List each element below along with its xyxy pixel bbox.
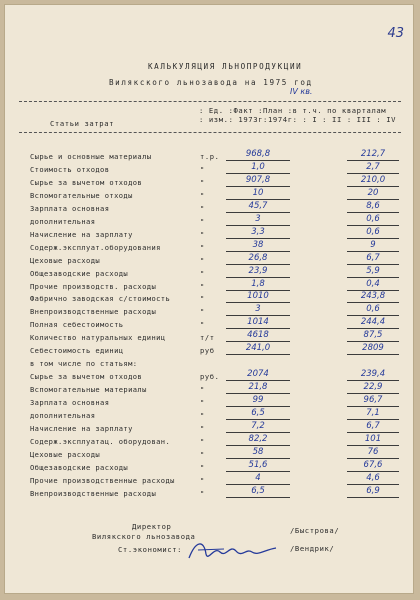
- row-unit: руб.: [200, 372, 220, 381]
- row-unit: ": [200, 476, 205, 485]
- director-label: Директор: [132, 522, 172, 531]
- row-value-q4: 96,7: [363, 395, 383, 405]
- row-value-plan: 99: [252, 395, 264, 405]
- header-bottom-rule: [19, 132, 401, 133]
- row-value-q4: 212,7: [360, 149, 386, 159]
- value-underline: [347, 264, 399, 265]
- row-value-q4: 8,6: [366, 201, 380, 211]
- row-unit: ": [200, 385, 205, 394]
- row-value-q4: 7,1: [366, 408, 380, 418]
- row-unit: ": [200, 178, 205, 187]
- row-label: Общезаводские расходы: [30, 269, 129, 278]
- row-value-q4: 239,4: [360, 369, 386, 379]
- row-unit: ": [200, 256, 205, 265]
- value-underline: [347, 315, 399, 316]
- value-underline: [226, 419, 290, 420]
- row-value-q4: 244,4: [360, 317, 386, 327]
- row-value-plan: 968,8: [245, 149, 271, 159]
- value-underline: [226, 432, 290, 433]
- value-underline: [226, 328, 290, 329]
- value-underline: [226, 160, 290, 161]
- value-underline: [347, 380, 399, 381]
- row-value-q4: 4,6: [366, 473, 380, 483]
- value-underline: [347, 302, 399, 303]
- value-underline: [226, 497, 290, 498]
- document-page: [4, 4, 414, 594]
- value-underline: [347, 173, 399, 174]
- row-unit: ": [200, 204, 205, 213]
- row-value-plan: 3: [255, 304, 261, 314]
- value-underline: [347, 328, 399, 329]
- row-label: Внепроизводственные расходы: [30, 307, 157, 316]
- value-underline: [347, 160, 399, 161]
- row-unit: т/т: [200, 333, 215, 342]
- row-label: Начисление на зарплату: [30, 230, 133, 239]
- row-unit: ": [200, 217, 205, 226]
- document-subtitle: Вилякского льнозавода на 1975 год: [109, 78, 313, 87]
- row-unit: т.р.: [200, 152, 220, 161]
- value-underline: [347, 341, 399, 342]
- row-label: Полная себестоимость: [30, 320, 124, 329]
- row-value-q4: 22,9: [363, 382, 383, 392]
- row-value-q4: 5,9: [366, 266, 380, 276]
- row-label: Фабрично заводская с/стоимость: [30, 294, 171, 303]
- row-value-plan: 38: [252, 240, 264, 250]
- value-underline: [347, 419, 399, 420]
- value-underline: [347, 354, 399, 355]
- row-unit: ": [200, 294, 205, 303]
- row-value-plan: 6,5: [251, 486, 265, 496]
- row-label: Зарплата основная: [30, 204, 110, 213]
- row-unit: ": [200, 411, 205, 420]
- value-underline: [347, 277, 399, 278]
- row-value-plan: 26,8: [248, 253, 268, 263]
- row-unit: ": [200, 165, 205, 174]
- value-underline: [347, 186, 399, 187]
- row-label: в том числе по статьям:: [30, 359, 138, 368]
- value-underline: [226, 471, 290, 472]
- row-value-plan: 23,9: [248, 266, 268, 276]
- row-label: Сырье за вычетом отходов: [30, 372, 143, 381]
- row-label: Внепроизводственные расходы: [30, 489, 157, 498]
- row-value-plan: 21,8: [248, 382, 268, 392]
- value-underline: [347, 393, 399, 394]
- handwritten-quarter-note: IV кв.: [290, 87, 313, 96]
- row-unit: ": [200, 320, 205, 329]
- row-label: Стоимость отходов: [30, 165, 110, 174]
- row-value-q4: 2809: [362, 343, 384, 353]
- row-value-plan: 1,0: [251, 162, 265, 172]
- row-unit: ": [200, 191, 205, 200]
- director-name: /Быстрова/: [290, 526, 340, 535]
- row-value-plan: 1010: [247, 291, 269, 301]
- row-value-plan: 1,8: [251, 279, 265, 289]
- row-label: Сырье за вычетом отходов: [30, 178, 143, 187]
- row-value-q4: 2,7: [366, 162, 380, 172]
- row-label: Себестоимость единиц: [30, 346, 124, 355]
- row-label: Прочие производств. расходы: [30, 282, 157, 291]
- row-value-q4: 0,6: [366, 214, 380, 224]
- row-unit: ": [200, 282, 205, 291]
- row-value-q4: 0,6: [366, 227, 380, 237]
- value-underline: [347, 497, 399, 498]
- row-label: Сырье и основные материалы: [30, 152, 152, 161]
- value-underline: [347, 471, 399, 472]
- row-value-plan: 3,3: [251, 227, 265, 237]
- row-value-plan: 4618: [247, 330, 269, 340]
- value-underline: [226, 238, 290, 239]
- row-value-plan: 45,7: [248, 201, 268, 211]
- value-underline: [226, 186, 290, 187]
- row-value-q4: 243,8: [360, 291, 386, 301]
- row-value-q4: 6,7: [366, 421, 380, 431]
- row-value-plan: 82,2: [248, 434, 268, 444]
- value-underline: [226, 458, 290, 459]
- value-underline: [226, 173, 290, 174]
- row-value-plan: 3: [255, 214, 261, 224]
- value-underline: [347, 251, 399, 252]
- row-unit: ": [200, 269, 205, 278]
- row-label: Содерж.эксплуатац. оборудован.: [30, 437, 171, 446]
- row-label: Прочие производственные расходы: [30, 476, 175, 485]
- value-underline: [347, 484, 399, 485]
- value-underline: [226, 277, 290, 278]
- value-underline: [347, 432, 399, 433]
- economist-label: Ст.экономист:: [118, 545, 183, 554]
- row-value-q4: 87,5: [363, 330, 383, 340]
- row-value-q4: 6,9: [366, 486, 380, 496]
- row-unit: ": [200, 230, 205, 239]
- value-underline: [347, 199, 399, 200]
- row-value-q4: 0,4: [366, 279, 380, 289]
- row-unit: ": [200, 489, 205, 498]
- value-underline: [226, 445, 290, 446]
- row-label: Содерж.эксплуат.оборудования: [30, 243, 161, 252]
- row-label: Общезаводские расходы: [30, 463, 129, 472]
- value-underline: [226, 393, 290, 394]
- row-value-plan: 10: [252, 188, 264, 198]
- value-underline: [347, 406, 399, 407]
- document-title: КАЛЬКУЛЯЦИЯ ЛЬНОПРОДУКЦИИ: [148, 62, 303, 71]
- header-line-1: : Ед. :Факт :План :в т.ч. по кварталам: [199, 106, 387, 115]
- row-label: Цеховые расходы: [30, 450, 101, 459]
- row-value-plan: 241,0: [245, 343, 271, 353]
- value-underline: [347, 238, 399, 239]
- row-value-q4: 76: [367, 447, 379, 457]
- value-underline: [226, 380, 290, 381]
- value-underline: [226, 484, 290, 485]
- economist-signature: [184, 536, 284, 566]
- value-underline: [347, 458, 399, 459]
- value-underline: [226, 406, 290, 407]
- header-label: Статьи затрат: [50, 119, 115, 128]
- row-unit: ": [200, 463, 205, 472]
- row-unit: ": [200, 450, 205, 459]
- row-unit: ": [200, 243, 205, 252]
- row-value-plan: 2074: [247, 369, 269, 379]
- value-underline: [347, 445, 399, 446]
- row-value-q4: 6,7: [366, 253, 380, 263]
- economist-name: /Вендрик/: [290, 544, 335, 553]
- value-underline: [226, 315, 290, 316]
- row-unit: ": [200, 398, 205, 407]
- row-label: Вспомогательные отходы: [30, 191, 133, 200]
- row-value-plan: 7,2: [251, 421, 265, 431]
- row-unit: руб: [200, 346, 215, 355]
- value-underline: [226, 225, 290, 226]
- value-underline: [226, 251, 290, 252]
- row-unit: ": [200, 424, 205, 433]
- value-underline: [226, 341, 290, 342]
- value-underline: [226, 302, 290, 303]
- row-unit: ": [200, 307, 205, 316]
- plant-label: Вилякского льнозавода: [92, 532, 196, 541]
- row-label: Количество натуральных единиц: [30, 333, 166, 342]
- row-value-q4: 9: [370, 240, 376, 250]
- row-unit: ": [200, 437, 205, 446]
- header-line-2: : изм.: 1973г:1974г: : I : II : III : IV: [199, 115, 397, 124]
- row-value-plan: 907,8: [245, 175, 271, 185]
- value-underline: [226, 264, 290, 265]
- row-value-plan: 4: [255, 473, 261, 483]
- row-value-q4: 20: [367, 188, 379, 198]
- row-value-plan: 1014: [247, 317, 269, 327]
- row-value-q4: 67,6: [363, 460, 383, 470]
- row-label: Вспомогательные материалы: [30, 385, 147, 394]
- value-underline: [347, 212, 399, 213]
- page-number: 43: [387, 26, 404, 41]
- row-value-plan: 58: [252, 447, 264, 457]
- value-underline: [226, 354, 290, 355]
- value-underline: [226, 212, 290, 213]
- row-label: Цеховые расходы: [30, 256, 101, 265]
- value-underline: [347, 225, 399, 226]
- row-value-q4: 101: [364, 434, 382, 444]
- row-label: Зарплата основная: [30, 398, 110, 407]
- row-label: дополнительная: [30, 217, 96, 226]
- row-label: дополнительная: [30, 411, 96, 420]
- row-value-q4: 210,0: [360, 175, 386, 185]
- row-value-plan: 51,6: [248, 460, 268, 470]
- header-top-rule: [19, 101, 401, 102]
- value-underline: [226, 199, 290, 200]
- row-label: Начисление на зарплату: [30, 424, 133, 433]
- row-value-plan: 6,5: [251, 408, 265, 418]
- row-value-q4: 0,6: [366, 304, 380, 314]
